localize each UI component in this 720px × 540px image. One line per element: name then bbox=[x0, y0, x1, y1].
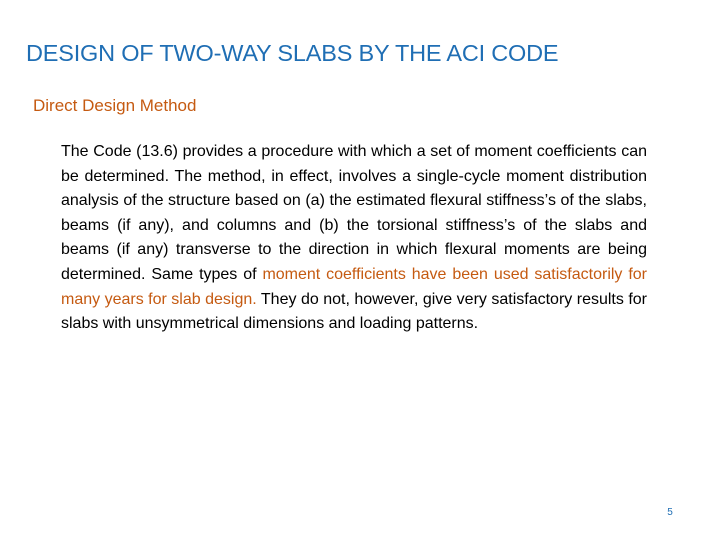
body-text-part1: The Code (13.6) provides a procedure with which a set of moment coefficients can be determined. The method, in effect, involves a single-cycle moment distribution analysis of the structure based on (a) the estimated flexural stiffness’s of the slabs, beams (if any), and columns and (b) the torsional stiffness’s of the slabs and beams (if any) transverse to the direction in which flexural moments are being determined. Same types of bbox=[61, 143, 647, 283]
body-text-part2: They do not, however, give very satisfactory results for slabs with unsymmetrical dimensions and loading patterns. bbox=[61, 290, 647, 333]
page-number: 5 bbox=[667, 507, 673, 518]
body-text-highlight: moment coefficients have been used satisfactorily for many years for slab design. bbox=[61, 265, 647, 308]
slide-title: DESIGN OF TWO-WAY SLABS BY THE ACI CODE bbox=[26, 40, 559, 66]
slide-subtitle: Direct Design Method bbox=[33, 96, 197, 115]
body-paragraph bbox=[61, 140, 647, 337]
